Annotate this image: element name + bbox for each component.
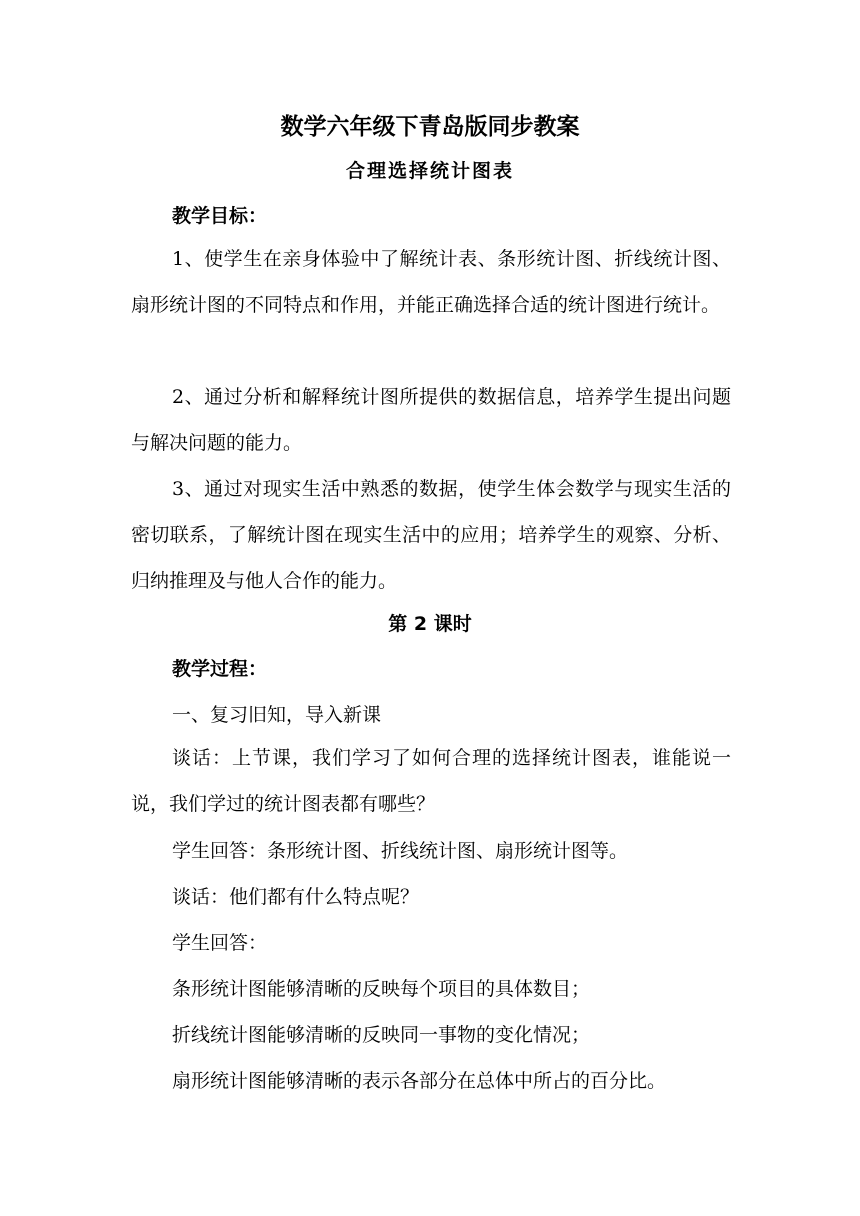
- feature-item-pie: 扇形统计图能够清晰的表示各部分在总体中所占的百分比。: [172, 1070, 667, 1092]
- objective-item-2: 2、通过分析和解释统计图所提供的数据信息，培养学生提出问题与解决问题的能力。: [131, 386, 731, 454]
- document-title: 数学六年级下青岛版同步教案: [280, 114, 580, 140]
- lesson-label: 第 2 课时: [388, 613, 472, 635]
- objectives-heading: 教学目标：: [172, 205, 268, 227]
- process-heading: 教学过程：: [172, 658, 268, 680]
- answer-label-2: 学生回答：: [172, 932, 268, 954]
- objective-item-1: 1、使学生在亲身体验中了解统计表、条形统计图、折线统计图、扇形统计图的不同特点和作用，并能正确选择合适的统计图进行统计。: [131, 248, 731, 316]
- feature-item-line: 折线统计图能够清晰的反映同一事物的变化情况；: [172, 1024, 591, 1046]
- talk-paragraph-1: 谈话：上节课，我们学习了如何合理的选择统计图表，谁能说一说，我们学过的统计图表都有哪些？: [131, 747, 731, 815]
- objective-item-3: 3、通过对现实生活中熟悉的数据，使学生体会数学与现实生活的密切联系，了解统计图在现实生活中的应用；培养学生的观察、分析、归纳推理及与他人合作的能力。: [131, 478, 731, 592]
- document-subtitle: 合理选择统计图表: [345, 160, 514, 182]
- answer-paragraph-1: 学生回答：条形统计图、折线统计图、扇形统计图等。: [172, 840, 629, 862]
- talk-paragraph-2: 谈话：他们都有什么特点呢？: [172, 886, 420, 908]
- section-1-heading: 一、复习旧知，导入新课: [172, 704, 382, 726]
- feature-item-bar: 条形统计图能够清晰的反映每个项目的具体数目；: [172, 978, 591, 1000]
